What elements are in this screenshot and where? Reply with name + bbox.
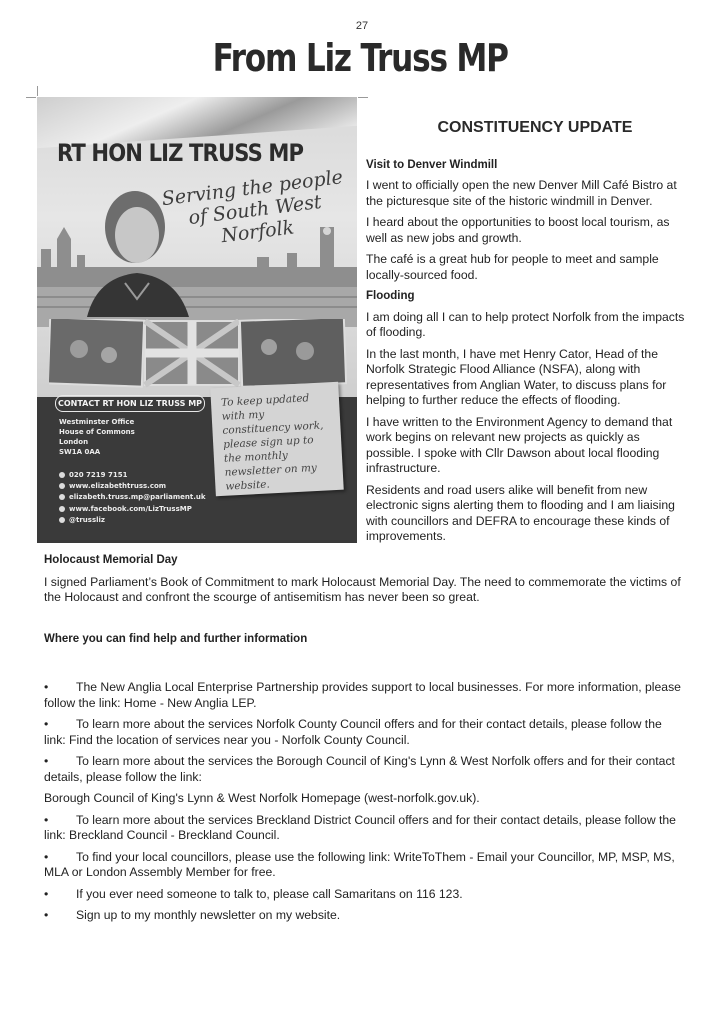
- newsletter-note-text: To keep updated with my constituency work, please sign up to the monthly newsletter on my website.: [220, 392, 324, 493]
- contact-row: [59, 492, 206, 503]
- paragraph: I went to officially open the new Denver Mill Café Bistro at the picturesque site of the historic windmill in Denver.: [366, 178, 677, 208]
- constituency-update: [366, 116, 686, 551]
- page-headline: From Liz Truss MP: [212, 36, 508, 80]
- list-item-text: To learn more about the services Norfolk County Council offers and for their contact details, please follow the link: Find the location of services near you - Norfolk County Council.: [44, 717, 662, 747]
- bullet: •: [44, 717, 49, 731]
- help-heading: Where you can find help and further information: [44, 632, 308, 645]
- page-number: 27: [355, 20, 369, 32]
- office-address: [59, 417, 135, 457]
- contact-website: www.elizabethtruss.com: [69, 482, 167, 491]
- contact-heading: CONTACT RT HON LIZ TRUSS MP: [55, 395, 205, 412]
- address-line: London: [59, 438, 89, 446]
- paragraph: I have written to the Environment Agency to demand that work begins on relevant new projects as quickly as possible. I spoke with Cllr Dawson about local flooding infrastructure.: [366, 414, 673, 475]
- facebook-icon: [59, 506, 65, 512]
- list-item-text: Sign up to my monthly newsletter on my website.: [76, 908, 341, 922]
- paragraph: I heard about the opportunities to boost local tourism, as well as new jobs and growth.: [366, 215, 670, 245]
- contact-phone: 020 7219 7151: [69, 470, 128, 479]
- paragraph: I signed Parliament’s Book of Commitment to mark Holocaust Memorial Day. The need to commemorate the victims of the Holocaust and confront the scourge of antisemitism has never been so great.: [44, 574, 681, 604]
- contact-facebook: www.facebook.com/LizTrussMP: [69, 504, 192, 513]
- flyer-tagline: Serving the people of South West Norfolk: [160, 166, 345, 248]
- twitter-icon: [59, 517, 65, 523]
- bullet: •: [44, 849, 49, 864]
- contact-twitter: @trussliz: [69, 516, 105, 525]
- list-item-text: If you ever need someone to talk to, please call Samaritans on 116 123.: [76, 886, 463, 901]
- newsletter-note: [210, 382, 343, 497]
- email-icon: [59, 494, 65, 500]
- paragraph: In the last month, I have met Henry Cator, Head of the Norfolk Strategic Flood Alliance (NSFA), along with representatives from Anglian Water, to discuss plans for helping to further reduce the effects of flooding.: [366, 346, 667, 407]
- update-heading: CONSTITUENCY UPDATE: [437, 119, 633, 136]
- windmill-heading: Visit to Denver Windmill: [366, 158, 498, 171]
- bullet: •: [44, 886, 49, 901]
- crop-mark: [37, 86, 38, 96]
- bullet: •: [44, 908, 49, 922]
- paragraph: Residents and road users alike will benefit from new electronic signs alerting them to flooding and I am liaising with councillors and DEFRA to encourage these kinds of improvements.: [366, 482, 675, 543]
- contact-list: [59, 469, 206, 526]
- address-line: Westminster Office: [59, 418, 135, 426]
- borough-link: Borough Council of King's Lynn & West Norfolk Homepage (west-norfolk.gov.uk).: [44, 791, 480, 805]
- list-item: [44, 908, 684, 924]
- phone-icon: [59, 472, 65, 478]
- constituency-flyer: [37, 97, 357, 543]
- list-item-text: The New Anglia Local Enterprise Partnership provides support to local businesses. For more information, please follow the link: Home - New Anglia LEP.: [44, 680, 681, 710]
- list-item: [44, 813, 684, 844]
- bullet: •: [44, 812, 49, 827]
- globe-icon: [59, 483, 65, 489]
- paragraph: The café is a great hub for people to meet and sample locally-sourced food.: [366, 252, 659, 282]
- contact-row: [59, 480, 206, 491]
- contact-email: elizabeth.truss.mp@parliament.uk: [69, 493, 206, 502]
- list-item: [44, 717, 684, 748]
- bullet: •: [44, 680, 49, 694]
- holocaust-heading: Holocaust Memorial Day: [44, 554, 178, 566]
- list-item-text: To find your local councillors, please use the following link: WriteToThem - Email your Councillor, MP, MSP, MS, MLA or London Assembly Member for free.: [44, 849, 675, 879]
- photo-strip: [49, 319, 347, 389]
- flooding-heading: Flooding: [366, 290, 415, 302]
- crop-mark: [26, 97, 36, 98]
- contact-row: [59, 469, 206, 480]
- paragraph: I am doing all I can to help protect Norfolk from the impacts of flooding.: [366, 309, 685, 339]
- lower-section: [44, 553, 684, 930]
- list-item: [44, 680, 684, 711]
- contact-row: [59, 515, 206, 526]
- address-line: House of Commons: [59, 428, 135, 436]
- bullet: •: [44, 754, 49, 768]
- list-item: [44, 850, 684, 881]
- address-line: SW1A 0AA: [59, 448, 101, 456]
- list-item: [44, 887, 684, 903]
- list-item-text: To learn more about the services the Borough Council of King's Lynn & West Norfolk offers and for their contact details, please follow the link:: [44, 754, 675, 784]
- crop-mark: [358, 97, 368, 98]
- flyer-title: RT HON LIZ TRUSS MP: [57, 139, 304, 167]
- list-item: [44, 754, 684, 785]
- contact-row: [59, 503, 206, 514]
- list-item-text: To learn more about the services Breckland District Council offers and for their contact details, please follow the link: Breckland Council - Breckland Council.: [44, 812, 676, 842]
